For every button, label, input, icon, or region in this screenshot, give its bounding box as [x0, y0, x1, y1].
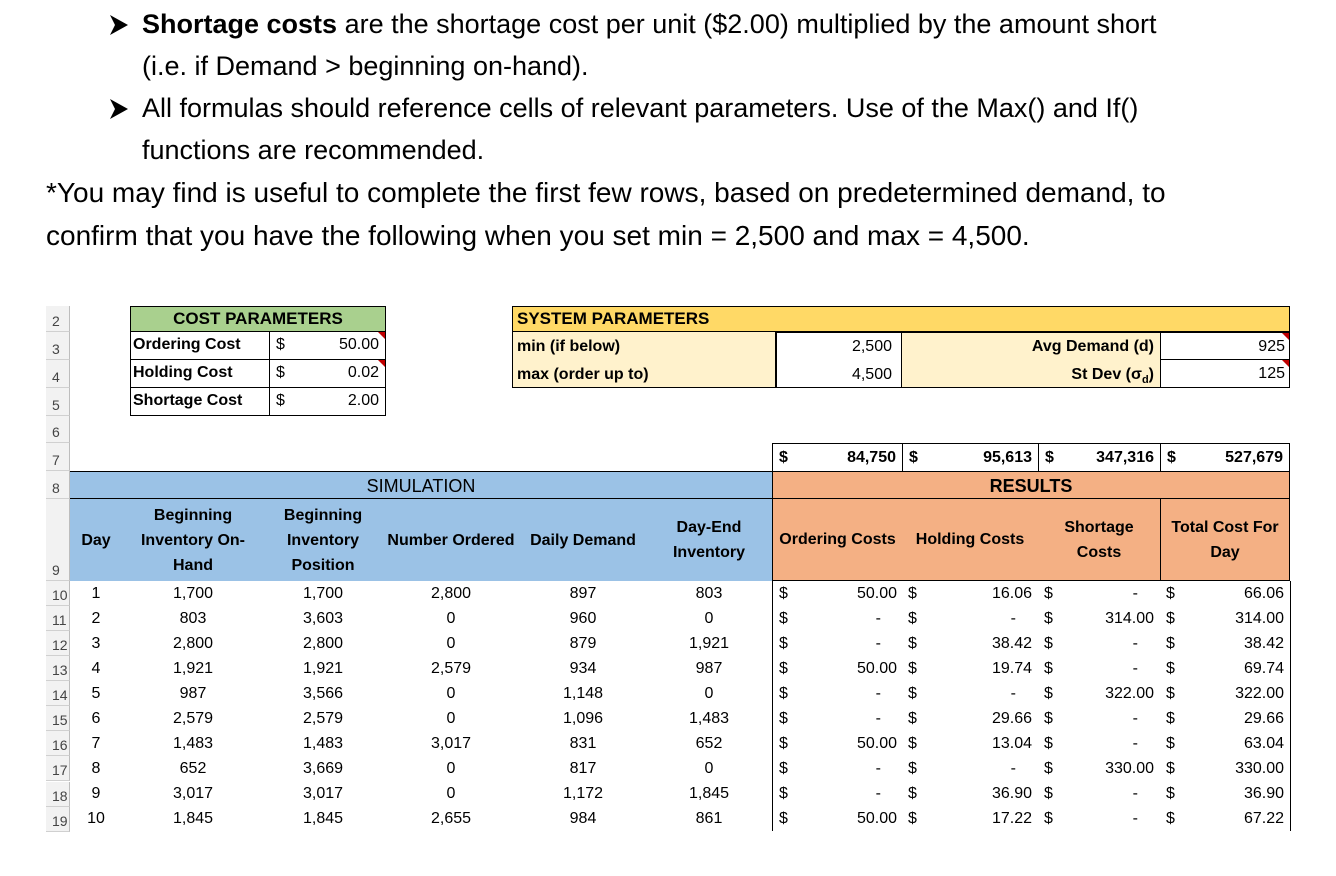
row-number: 17 [46, 756, 70, 781]
amount: 38.42 [991, 635, 1032, 652]
cell-dayend[interactable]: 861 [695, 810, 723, 827]
cell-ordering-costs[interactable] [772, 706, 903, 731]
amount: 50.00 [338, 336, 379, 353]
cell-ordered[interactable]: 3,017 [430, 735, 472, 752]
currency-symbol: $ [908, 735, 917, 752]
currency-symbol: $ [1044, 685, 1053, 702]
cell-total-costs[interactable] [1160, 681, 1291, 706]
amount: 36.90 [1243, 785, 1284, 802]
column-header-holding: Holding Costs [902, 499, 1038, 581]
cell-total-costs[interactable] [1160, 581, 1291, 606]
cell-onhand[interactable]: 1,483 [172, 735, 214, 752]
amount: 314.00 [1235, 610, 1284, 627]
cell-position[interactable]: 3,017 [302, 785, 344, 802]
currency-symbol: $ [1044, 710, 1053, 727]
cost-parameters-title: COST PARAMETERS [130, 306, 386, 332]
cell-ordering-costs[interactable] [772, 681, 903, 706]
amount: 29.66 [991, 710, 1032, 727]
ordering-cost-label: Ordering Cost [130, 332, 270, 360]
cell-total-costs[interactable] [1160, 731, 1291, 756]
table-row [70, 581, 1336, 606]
cell-holding-costs[interactable] [902, 581, 1038, 606]
column-header-begin-onhand: Beginning Inventory On-Hand [122, 499, 264, 581]
row-number: 5 [46, 388, 70, 416]
bullet-formulas-cont: functions are recommended. [142, 135, 485, 165]
currency-symbol: $ [1166, 685, 1175, 702]
currency-symbol: $ [276, 364, 285, 381]
cell-ordered[interactable]: 0 [446, 685, 456, 702]
currency-symbol: $ [908, 785, 917, 802]
amount: 67.22 [1243, 810, 1284, 827]
table-row [70, 731, 1336, 756]
row-number: 7 [46, 443, 70, 471]
row-number: 19 [46, 807, 70, 832]
amount: - [875, 610, 881, 627]
cell-day[interactable]: 10 [87, 810, 105, 827]
currency-symbol: $ [1044, 810, 1053, 827]
currency-symbol: $ [1044, 660, 1053, 677]
comment-marker [378, 360, 385, 367]
column-header-demand: Daily Demand [520, 499, 646, 581]
amount: - [1132, 585, 1138, 602]
currency-symbol: $ [908, 635, 917, 652]
ordering-cost-value[interactable] [270, 332, 386, 360]
cell-dayend[interactable]: 652 [695, 735, 723, 752]
avg-demand-label: Avg Demand (d) [1031, 338, 1154, 355]
cell-ordering-costs[interactable] [772, 756, 903, 781]
cell-holding-costs[interactable] [902, 656, 1038, 681]
simulation-title: SIMULATION [70, 471, 772, 499]
spreadsheet [46, 302, 1336, 834]
table-row [70, 781, 1336, 806]
row-number: 13 [46, 656, 70, 681]
amount: - [1132, 710, 1138, 727]
cell-position[interactable]: 2,800 [302, 635, 344, 652]
cell-ordering-costs[interactable] [772, 806, 903, 831]
comment-marker [378, 332, 385, 339]
cell-day[interactable]: 7 [91, 735, 101, 752]
total-total-costs[interactable] [1160, 443, 1290, 471]
cell-ordered[interactable]: 0 [446, 760, 456, 777]
currency-symbol: $ [908, 810, 917, 827]
amount: - [1132, 635, 1138, 652]
table-row [70, 706, 1336, 731]
currency-symbol: $ [908, 660, 917, 677]
cell-shortage-costs[interactable] [1038, 581, 1160, 606]
cell-demand[interactable]: 1,148 [562, 685, 604, 702]
amount: 527,679 [1225, 449, 1283, 466]
column-header-ordering: Ordering Costs [772, 499, 902, 581]
currency-symbol: $ [779, 710, 788, 727]
cell-ordering-costs[interactable] [772, 781, 903, 806]
cell-onhand[interactable]: 3,017 [172, 785, 214, 802]
bullet-shortage: Shortage costs are the shortage cost per unit ($2.00) multiplied by the amount short [142, 9, 1157, 39]
currency-symbol: $ [908, 585, 917, 602]
currency-symbol: $ [779, 735, 788, 752]
currency-symbol: $ [1166, 710, 1175, 727]
currency-symbol: $ [1166, 635, 1175, 652]
cell-ordered[interactable]: 0 [446, 610, 456, 627]
amount: 95,613 [983, 449, 1032, 466]
amount: 16.06 [991, 585, 1032, 602]
amount: - [875, 710, 881, 727]
currency-symbol: $ [1166, 585, 1175, 602]
cell-ordering-costs[interactable] [772, 581, 903, 606]
cell-ordering-costs[interactable] [772, 656, 903, 681]
cell-onhand[interactable]: 987 [179, 685, 207, 702]
currency-symbol: $ [1167, 449, 1176, 466]
row-number: 15 [46, 706, 70, 731]
amount: 50.00 [856, 735, 897, 752]
currency-symbol: $ [1044, 610, 1053, 627]
bullet-shortage-cont: (i.e. if Demand > beginning on-hand). [142, 51, 589, 81]
currency-symbol: $ [1044, 785, 1053, 802]
cell-shortage-costs[interactable] [1038, 656, 1160, 681]
amount: - [1010, 685, 1016, 702]
amount: 38.42 [1243, 635, 1284, 652]
cell-demand[interactable]: 1,172 [562, 785, 604, 802]
cell-demand[interactable]: 897 [569, 585, 597, 602]
amount: 66.06 [1243, 585, 1284, 602]
holding-cost-label: Holding Cost [130, 360, 270, 388]
currency-symbol: $ [908, 710, 917, 727]
amount: 50.00 [856, 585, 897, 602]
currency-symbol: $ [1166, 760, 1175, 777]
row-number: 3 [46, 332, 70, 360]
cell-day[interactable]: 3 [91, 635, 101, 652]
currency-symbol: $ [909, 449, 918, 466]
currency-symbol: $ [1044, 585, 1053, 602]
column-header-dayend: Day-End Inventory [646, 499, 772, 581]
amount: 2.00 [347, 392, 379, 409]
cell-position[interactable]: 1,921 [302, 660, 344, 677]
cell-shortage-costs[interactable] [1038, 706, 1160, 731]
table-row [70, 681, 1336, 706]
table-row [70, 806, 1336, 831]
cell-shortage-costs[interactable] [1038, 806, 1160, 831]
amount: 19.74 [991, 660, 1032, 677]
cell-total-costs[interactable] [1160, 656, 1291, 681]
cell-onhand[interactable]: 1,845 [172, 810, 214, 827]
cell-shortage-costs[interactable] [1038, 756, 1160, 781]
amount: - [875, 685, 881, 702]
currency-symbol: $ [1166, 810, 1175, 827]
cell-ordering-costs[interactable] [772, 731, 903, 756]
holding-cost-value[interactable] [270, 360, 386, 388]
currency-symbol: $ [1044, 735, 1053, 752]
currency-symbol: $ [779, 610, 788, 627]
amount: 347,316 [1096, 449, 1154, 466]
table-row [70, 631, 1336, 656]
cell-ordered[interactable]: 2,579 [430, 660, 472, 677]
total-shortage-costs[interactable] [1038, 443, 1160, 471]
min-label: min (if below) [517, 338, 621, 355]
cell-holding-costs[interactable] [902, 806, 1038, 831]
amount: - [875, 785, 881, 802]
cell-dayend[interactable]: 0 [704, 760, 714, 777]
cell-position[interactable]: 1,845 [302, 810, 344, 827]
comment-marker [1282, 360, 1289, 367]
row-number: 9 [46, 499, 70, 581]
currency-symbol: $ [1166, 660, 1175, 677]
cell-holding-costs[interactable] [902, 756, 1038, 781]
amount: 69.74 [1243, 660, 1284, 677]
cell-demand[interactable]: 960 [569, 610, 597, 627]
row-number: 12 [46, 631, 70, 656]
bullet-formulas: All formulas should reference cells of relevant parameters. Use of the Max() and If() [142, 93, 1139, 123]
arrow-bullet-icon [110, 15, 128, 35]
note-line-2: confirm that you have the following when you set min = 2,500 and max = 4,500. [46, 220, 1030, 251]
min-value[interactable]: 2,500 [851, 338, 892, 355]
cell-onhand[interactable]: 652 [179, 760, 207, 777]
currency-symbol: $ [1045, 449, 1054, 466]
cell-day[interactable]: 6 [91, 710, 101, 727]
currency-symbol: $ [779, 660, 788, 677]
cell-holding-costs[interactable] [902, 706, 1038, 731]
total-holding-costs[interactable] [902, 443, 1038, 471]
amount: 330.00 [1235, 760, 1284, 777]
currency-symbol: $ [276, 392, 285, 409]
currency-symbol: $ [779, 585, 788, 602]
column-header-ordered: Number Ordered [382, 499, 520, 581]
cell-shortage-costs[interactable] [1038, 681, 1160, 706]
results-title: RESULTS [772, 471, 1290, 499]
min-max-value-box [776, 332, 902, 388]
cell-position[interactable]: 2,579 [302, 710, 344, 727]
cell-dayend[interactable]: 1,483 [688, 710, 730, 727]
total-ordering-costs[interactable] [772, 443, 902, 471]
amount: - [1132, 810, 1138, 827]
currency-symbol: $ [908, 760, 917, 777]
amount: 84,750 [847, 449, 896, 466]
cell-holding-costs[interactable] [902, 631, 1038, 656]
amount: - [875, 760, 881, 777]
arrow-bullet-icon [110, 99, 128, 119]
cell-onhand[interactable]: 1,921 [172, 660, 214, 677]
table-row [70, 756, 1336, 781]
avg-demand-value[interactable]: 925 [1160, 332, 1290, 360]
amount: - [1010, 760, 1016, 777]
amount: 330.00 [1105, 760, 1154, 777]
currency-symbol: $ [779, 785, 788, 802]
cell-dayend[interactable]: 0 [704, 610, 714, 627]
currency-symbol: $ [779, 685, 788, 702]
cell-onhand[interactable]: 2,579 [172, 710, 214, 727]
note-line-1: *You may find is useful to complete the first few rows, based on predetermined demand, to [46, 177, 1166, 208]
cell-ordered[interactable]: 0 [446, 710, 456, 727]
cell-shortage-costs[interactable] [1038, 631, 1160, 656]
row-number: 11 [46, 606, 70, 631]
amount: 50.00 [856, 810, 897, 827]
currency-symbol: $ [779, 449, 788, 466]
cell-position[interactable]: 1,483 [302, 735, 344, 752]
comment-marker [1282, 333, 1289, 340]
row-number: 2 [46, 306, 70, 332]
cell-onhand[interactable]: 803 [179, 610, 207, 627]
cell-shortage-costs[interactable] [1038, 606, 1160, 631]
max-value[interactable]: 4,500 [851, 366, 892, 383]
row-number: 14 [46, 681, 70, 706]
cell-onhand[interactable]: 1,700 [172, 585, 214, 602]
row-number: 6 [46, 416, 70, 443]
table-row [70, 656, 1336, 681]
currency-symbol: $ [276, 336, 285, 353]
cell-demand[interactable]: 831 [569, 735, 597, 752]
cell-shortage-costs[interactable] [1038, 731, 1160, 756]
currency-symbol: $ [908, 610, 917, 627]
amount: 17.22 [991, 810, 1032, 827]
currency-symbol: $ [1166, 785, 1175, 802]
table-row [70, 606, 1336, 631]
shortage-cost-value[interactable] [270, 388, 386, 416]
cell-ordered[interactable]: 2,655 [430, 810, 472, 827]
amount: - [1010, 610, 1016, 627]
currency-symbol: $ [779, 635, 788, 652]
cell-demand[interactable]: 984 [569, 810, 597, 827]
currency-symbol: $ [779, 810, 788, 827]
currency-symbol: $ [1166, 735, 1175, 752]
cell-demand[interactable]: 879 [569, 635, 597, 652]
row-number: 18 [46, 782, 70, 807]
cell-day[interactable]: 9 [91, 785, 101, 802]
amount: 0.02 [347, 364, 379, 381]
amount: 63.04 [1243, 735, 1284, 752]
cell-holding-costs[interactable] [902, 731, 1038, 756]
st-dev-value[interactable]: 125 [1160, 360, 1290, 388]
amount: 50.00 [856, 660, 897, 677]
cell-day[interactable]: 4 [91, 660, 101, 677]
cell-position[interactable]: 3,566 [302, 685, 344, 702]
cell-total-costs[interactable] [1160, 756, 1291, 781]
cell-demand[interactable]: 1,096 [562, 710, 604, 727]
cell-shortage-costs[interactable] [1038, 781, 1160, 806]
shortage-cost-label: Shortage Cost [130, 388, 270, 416]
column-header-total: Total Cost For Day [1160, 499, 1290, 581]
amount: 322.00 [1105, 685, 1154, 702]
cell-holding-costs[interactable] [902, 681, 1038, 706]
currency-symbol: $ [908, 685, 917, 702]
amount: 36.90 [991, 785, 1032, 802]
max-label: max (order up to) [517, 366, 649, 383]
cell-total-costs[interactable] [1160, 781, 1291, 806]
cell-total-costs[interactable] [1160, 806, 1291, 831]
row-number: 8 [46, 471, 70, 499]
cell-dayend[interactable]: 1,921 [688, 635, 730, 652]
cell-position[interactable]: 1,700 [302, 585, 344, 602]
column-header-begin-position: Beginning Inventory Position [264, 499, 382, 581]
cell-total-costs[interactable] [1160, 706, 1291, 731]
amount: - [1132, 785, 1138, 802]
cell-demand[interactable]: 817 [569, 760, 597, 777]
column-header-shortage: Shortage Costs [1038, 499, 1160, 581]
amount: - [875, 635, 881, 652]
cell-dayend[interactable]: 0 [704, 685, 714, 702]
currency-symbol: $ [779, 760, 788, 777]
row-number: 16 [46, 731, 70, 756]
cell-day[interactable]: 8 [91, 760, 101, 777]
amount: 322.00 [1235, 685, 1284, 702]
cell-day[interactable]: 5 [91, 685, 101, 702]
cell-holding-costs[interactable] [902, 606, 1038, 631]
row-number: 4 [46, 360, 70, 388]
cell-position[interactable]: 3,669 [302, 760, 344, 777]
cell-demand[interactable]: 934 [569, 660, 597, 677]
cell-dayend[interactable]: 803 [695, 585, 723, 602]
amount: 13.04 [991, 735, 1032, 752]
amount: - [1132, 660, 1138, 677]
cell-onhand[interactable]: 2,800 [172, 635, 214, 652]
cell-total-costs[interactable] [1160, 631, 1291, 656]
system-parameters-title: SYSTEM PARAMETERS [512, 306, 1290, 332]
cell-holding-costs[interactable] [902, 781, 1038, 806]
cell-dayend[interactable]: 987 [695, 660, 723, 677]
amount: - [1132, 735, 1138, 752]
currency-symbol: $ [1166, 610, 1175, 627]
currency-symbol: $ [1044, 635, 1053, 652]
cell-position[interactable]: 3,603 [302, 610, 344, 627]
amount: 29.66 [1243, 710, 1284, 727]
cell-day[interactable]: 1 [91, 585, 101, 602]
column-header-day: Day [70, 499, 122, 581]
st-dev-label: St Dev $(\sigma_d)$ [1071, 366, 1154, 387]
amount: 314.00 [1105, 610, 1154, 627]
cell-total-costs[interactable] [1160, 606, 1291, 631]
cell-day[interactable]: 2 [91, 610, 101, 627]
cell-ordered[interactable]: 0 [446, 785, 456, 802]
currency-symbol: $ [1044, 760, 1053, 777]
cell-ordering-costs[interactable] [772, 606, 903, 631]
cell-ordered[interactable]: 0 [446, 635, 456, 652]
cell-ordering-costs[interactable] [772, 631, 903, 656]
cell-ordered[interactable]: 2,800 [430, 585, 472, 602]
cell-dayend[interactable]: 1,845 [688, 785, 730, 802]
row-number: 10 [46, 581, 70, 606]
